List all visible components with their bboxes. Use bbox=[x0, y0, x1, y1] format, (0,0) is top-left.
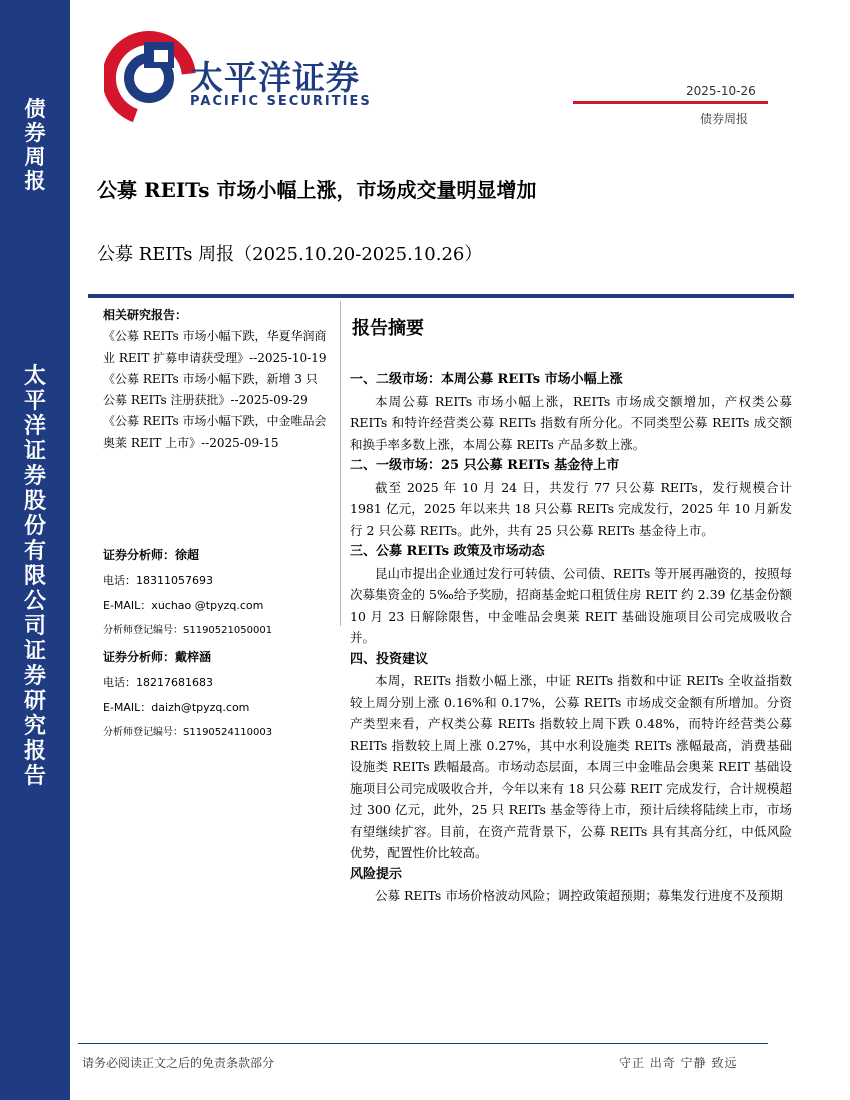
brand-name-cn: 太平洋证券 bbox=[190, 58, 360, 97]
brand-name-en: PACIFIC SECURITIES bbox=[190, 94, 372, 109]
section-heading: 四、投资建议 bbox=[350, 651, 429, 667]
column-divider bbox=[340, 301, 341, 626]
analyst-name: 证券分析师：戴梓涵 bbox=[103, 650, 212, 664]
related-report-link[interactable]: 《公募 REITs 市场小幅下跌，中金唯品会奥莱 REIT 上市》--2025-09-15 bbox=[103, 414, 327, 450]
section-text: 截至 2025 年 10 月 24 日，共发行 77 只公募 REITs，发行规模合计 1981 亿元，2025 年以来共 18 只公募 REITs 完成发行，2025 年 10 月新发行 2 只公募 REITs。此外，共有 25 只公募 REITs 基金待上市。 bbox=[350, 479, 792, 538]
report-subtitle: 公募 REITs 周报（2025.10.20-2025.10.26） bbox=[97, 244, 483, 265]
disclaimer-note: 请务必阅读正文之后的免责条款部分 bbox=[82, 1056, 275, 1070]
sidebar-char: 周 bbox=[24, 144, 46, 169]
report-type-label: 债券周报 bbox=[700, 112, 749, 126]
analyst-name: 证券分析师：徐超 bbox=[103, 548, 200, 562]
section-text: 本周，REITs 指数小幅上涨，中证 REITs 指数和中证 REITs 全收益指数较上周分别上涨 0.16%和 0.17%，公募 REITs 市场成交金额有所增加。分资产类型来看，产权类公募 REITs 指数较上周下跌 0.48%，而特许经营类公募 REITs 指数较上周上涨 0.27%，其中水利设施类 REITs 涨幅最高，消费基础设施类 REITs 跌幅最高。市场动态层面，本周三中金唯品会奥莱 REIT 基础设施项目公司完成吸收合并，今年以来有 18 只公募 REIT 完成发行，合计规模超过 300 亿元，此外，25 只 REITs 基金等待上市，预计后续将陆续上市，市场有望继续扩容。目前，在资产荒背景下，公募 REITs 具有其高分红，中低风险优势，配置性价比较高。 bbox=[350, 673, 792, 860]
header-red-rule bbox=[573, 101, 768, 104]
sidebar-char: 债 bbox=[24, 96, 46, 121]
sidebar-char: 公 bbox=[23, 588, 46, 614]
sidebar-report-type bbox=[0, 98, 70, 194]
analyst-registration: 分析师登记编号：S1190521050001 bbox=[103, 625, 273, 636]
sidebar-char: 券 bbox=[24, 120, 46, 145]
sidebar-char: 研 bbox=[23, 688, 46, 714]
sidebar-char: 司 bbox=[23, 613, 46, 639]
risk-text: 公募 REITs 市场价格波动风险；调控政策超预期；募集发行进度不及预期 bbox=[375, 888, 783, 903]
analyst-email[interactable]: E-MAIL：xuchao @tpyzq.com bbox=[103, 599, 264, 612]
related-report-link[interactable]: 《公募 REITs 市场小幅下跌，新增 3 只公募 REITs 注册获批》--2025-09-29 bbox=[103, 371, 318, 408]
related-report-link[interactable]: 《公募 REITs 市场小幅下跌，华夏华润商业 REIT 扩募申请获受理》--2025-10-19 bbox=[103, 329, 327, 365]
footer-rule bbox=[78, 1043, 768, 1044]
sidebar-char: 股 bbox=[23, 488, 46, 514]
related-research-heading: 相关研究报告： bbox=[103, 308, 188, 322]
sidebar-char: 券 bbox=[23, 463, 46, 489]
sidebar-char: 太 bbox=[23, 363, 46, 389]
company-motto: 守正 出奇 宁静 致远 bbox=[619, 1056, 738, 1070]
sidebar-char: 究 bbox=[23, 713, 46, 739]
sidebar-char: 洋 bbox=[23, 413, 46, 439]
sidebar-char: 报 bbox=[24, 168, 46, 193]
title-divider bbox=[88, 294, 794, 298]
section-heading: 三、公募 REITs 政策及市场动态 bbox=[350, 544, 545, 559]
analyst-phone: 电话：18311057693 bbox=[103, 574, 213, 587]
section-text: 昆山市提出企业通过发行可转债、公司债、REITs 等开展再融资的，按照每次募集资金的 5‰给予奖励，招商基金蛇口租赁住房 REIT 约 2.39 亿基金份额 10 月 23 日解除限售，中金唯品会奥莱 REIT 基础设施项目公司完成吸收合并。 bbox=[350, 565, 792, 645]
sidebar-char: 券 bbox=[23, 663, 46, 689]
sidebar-char: 证 bbox=[23, 438, 46, 464]
sidebar-char: 证 bbox=[23, 638, 46, 664]
analyst-phone: 电话：18217681683 bbox=[103, 676, 213, 689]
sidebar-char: 告 bbox=[23, 763, 46, 789]
sidebar-char: 有 bbox=[23, 538, 46, 564]
analyst-email[interactable]: E-MAIL：daizh@tpyzq.com bbox=[103, 701, 250, 714]
report-date: 2025-10-26 bbox=[686, 84, 756, 98]
sidebar-char: 份 bbox=[23, 513, 46, 539]
summary-heading: 报告摘要 bbox=[352, 318, 424, 339]
section-heading: 二、一级市场：25 只公募 REITs 基金待上市 bbox=[350, 458, 620, 473]
analyst-block bbox=[103, 543, 272, 643]
risk-heading: 风险提示 bbox=[350, 866, 403, 882]
report-title: 公募 REITs 市场小幅上涨，市场成交量明显增加 bbox=[97, 178, 537, 202]
summary-body bbox=[350, 369, 792, 907]
sidebar-char: 报 bbox=[23, 738, 46, 764]
section-text: 本周公募 REITs 市场小幅上涨，REITs 市场成交额增加，产权类公募 REITs 和特许经营类公募 REITs 指数有所分化。不同类型公募 REITs 成交额和换手率多数上涨，本周公募 REITs 产品多数上涨。 bbox=[350, 393, 792, 452]
sidebar-char: 限 bbox=[23, 563, 46, 589]
analyst-registration: 分析师登记编号：S1190524110003 bbox=[103, 727, 273, 738]
related-research bbox=[103, 305, 328, 454]
sidebar-char: 平 bbox=[23, 388, 46, 414]
sidebar-company-name bbox=[0, 365, 70, 790]
section-heading: 一、二级市场：本周公募 REITs 市场小幅上涨 bbox=[350, 372, 623, 387]
analyst-block bbox=[103, 645, 272, 745]
